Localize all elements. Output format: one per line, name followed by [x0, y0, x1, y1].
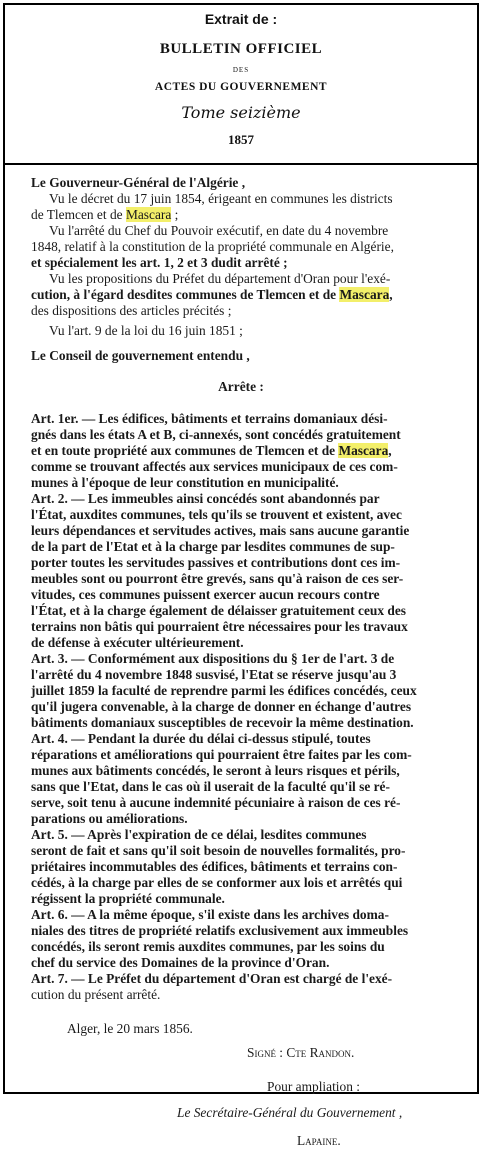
art2-line: vitudes, ces communes puissent exercer aucun recours contre — [31, 587, 380, 602]
highlight-mascara: Mascara — [338, 443, 389, 458]
secretaire-line: Le Secrétaire-Général du Gouvernement , — [177, 1105, 403, 1120]
art2-line: de la part de l'Etat et à la charge par lesdites communes de sup- — [31, 539, 395, 554]
art7-line: cution du présent arrêté. — [31, 987, 161, 1002]
art5-line: régissent la propriété communale. — [31, 891, 225, 906]
vu2-line-a: Vu l'arrêté du Chef du Pouvoir exécutif, en date du 4 novembre — [49, 223, 389, 238]
vu1-line-b: de Tlemcen et de Mascara ; — [31, 207, 179, 222]
lapaine-line: Lapaine. — [297, 1133, 341, 1148]
year-label: 1857 — [228, 132, 254, 147]
vu4-line: Vu l'art. 9 de la loi du 16 juin 1851 ; — [49, 323, 243, 338]
art5-line: cédés, à la charge par elles de se conformer aux lois et arrêtés qui — [31, 875, 403, 890]
art6-line: chef du service des Domaines de la province d'Oran. — [31, 955, 330, 970]
art2-line: terrains non bâtis qui pourraient être nécessaires pour les travaux — [31, 619, 408, 634]
bulletin-title: BULLETIN OFFICIEL — [159, 41, 323, 57]
art2-line: l'État, auxdites communes, tels qu'ils se trouvent et existent, avec — [31, 507, 402, 522]
art3-line: qu'il jugera convenable, à la charge de donner en échange d'autres — [31, 699, 412, 714]
art6-line: niales des titres de propriété relatifs exclusivement aux immeubles — [31, 923, 409, 938]
gouverneur-line: Le Gouverneur-Général de l'Algérie , — [31, 175, 246, 190]
vu3-line-b: cution, à l'égard desdites communes de Tlemcen et de Mascara, — [31, 287, 393, 302]
art2-line: Art. 2. — Les immeubles ainsi concédés sont abandonnés par — [31, 491, 380, 506]
art2-line: meubles sont ou pourront être grevés, sans qu'à raison de ces ser- — [31, 571, 404, 586]
art2-line: porter toutes les servitudes passives et contributions dont ces im- — [31, 555, 401, 570]
vu2-line-c: et spécialement les art. 1, 2 et 3 dudit arrêté ; — [31, 255, 288, 270]
art1-line: comme se trouvant affectés aux services municipaux de ces com- — [31, 459, 398, 474]
art6-line: concédés, ils seront remis auxdites communes, par les soins du — [31, 939, 385, 954]
vu1-line-a: Vu le décret du 17 juin 1854, érigeant en communes les districts — [49, 191, 393, 206]
art1-line: gnés dans les états A et B, ci-annexés, sont concédés gratuitement — [31, 427, 401, 442]
decree-body — [5, 165, 477, 1148]
art7-line: Art. 7. — Le Préfet du département d'Oran est chargé de l'exé- — [31, 971, 393, 986]
art2-line: leurs dépendances et servitudes actives, mais sans aucune garantie — [31, 523, 410, 538]
date-line: Alger, le 20 mars 1856. — [67, 1021, 193, 1036]
vu3-line-a: Vu les propositions du Préfet du département d'Oran pour l'exé- — [49, 271, 391, 286]
extract-label: Extrait de : — [204, 11, 278, 27]
art3-line: juillet 1859 la faculté de reprendre parmi les édifices concédés, ceux — [31, 683, 417, 698]
art6-line: Art. 6. — A la même époque, s'il existe dans les archives doma- — [31, 907, 389, 922]
document-header — [5, 5, 477, 165]
tome-label: Tome seizième — [181, 103, 301, 122]
conseil-line: Le Conseil de gouvernement entendu , — [31, 348, 250, 363]
art4-line: Art. 4. — Pendant la durée du délai ci-dessus stipulé, toutes — [31, 731, 371, 746]
highlight-mascara: Mascara — [125, 207, 172, 222]
highlight-mascara: Mascara — [339, 287, 390, 302]
signature-line: Signé : Cte Randon. — [247, 1045, 355, 1060]
vu3-line-d: des dispositions des articles précités ; — [31, 303, 232, 318]
vu2-line-b: 1848, relatif à la constitution de la propriété communale en Algérie, — [31, 239, 394, 254]
art2-line: de défense à exécuter ultérieurement. — [31, 635, 244, 650]
art4-line: parations ou améliorations. — [31, 811, 188, 826]
art1-line: munes à l'époque de leur constitution en municipalité. — [31, 475, 339, 490]
document-frame — [3, 3, 479, 1148]
art3-line: Art. 3. — Conformément aux dispositions du § 1er de l'art. 3 de — [31, 651, 395, 666]
des-label: DES — [232, 66, 250, 74]
art4-line: munes aux bâtiments concédés, le seront à leurs risques et périls, — [31, 763, 400, 778]
art2-line: l'État, et à la charge également de délaisser gratuitement ceux des — [31, 603, 406, 618]
art4-line: réparations et améliorations qui pourraient être faites par les com- — [31, 747, 412, 762]
art5-line: Art. 5. — Après l'expiration de ce délai, lesdites communes — [31, 827, 367, 842]
arrete-heading: Arrête : — [218, 379, 264, 394]
ampliation-line: Pour ampliation : — [267, 1079, 360, 1094]
art5-line: priétaires incommutables des édifices, bâtiments et terrains con- — [31, 859, 398, 874]
art5-line: seront de fait et sans qu'il soit besoin de nouvelles formalités, pro- — [31, 843, 406, 858]
art4-line: serve, soit tenu à aucune indemnité pécuniaire à raison de ces ré- — [31, 795, 401, 810]
art3-line: l'arrêté du 4 novembre 1848 susvisé, l'Etat se réserve jusqu'au 3 — [31, 667, 397, 682]
art3-line: bâtiments domaniaux susceptibles de recevoir la même destination. — [31, 715, 414, 730]
art4-line: sans que l'Etat, dans le cas où il userait de la faculté qu'il se ré- — [31, 779, 390, 794]
art1-line: et en toute propriété aux communes de Tlemcen et de Mascara, — [31, 443, 392, 458]
actes-title: ACTES DU GOUVERNEMENT — [154, 81, 328, 93]
art1-line: Art. 1er. — Les édifices, bâtiments et terrains domaniaux dési- — [31, 411, 388, 426]
